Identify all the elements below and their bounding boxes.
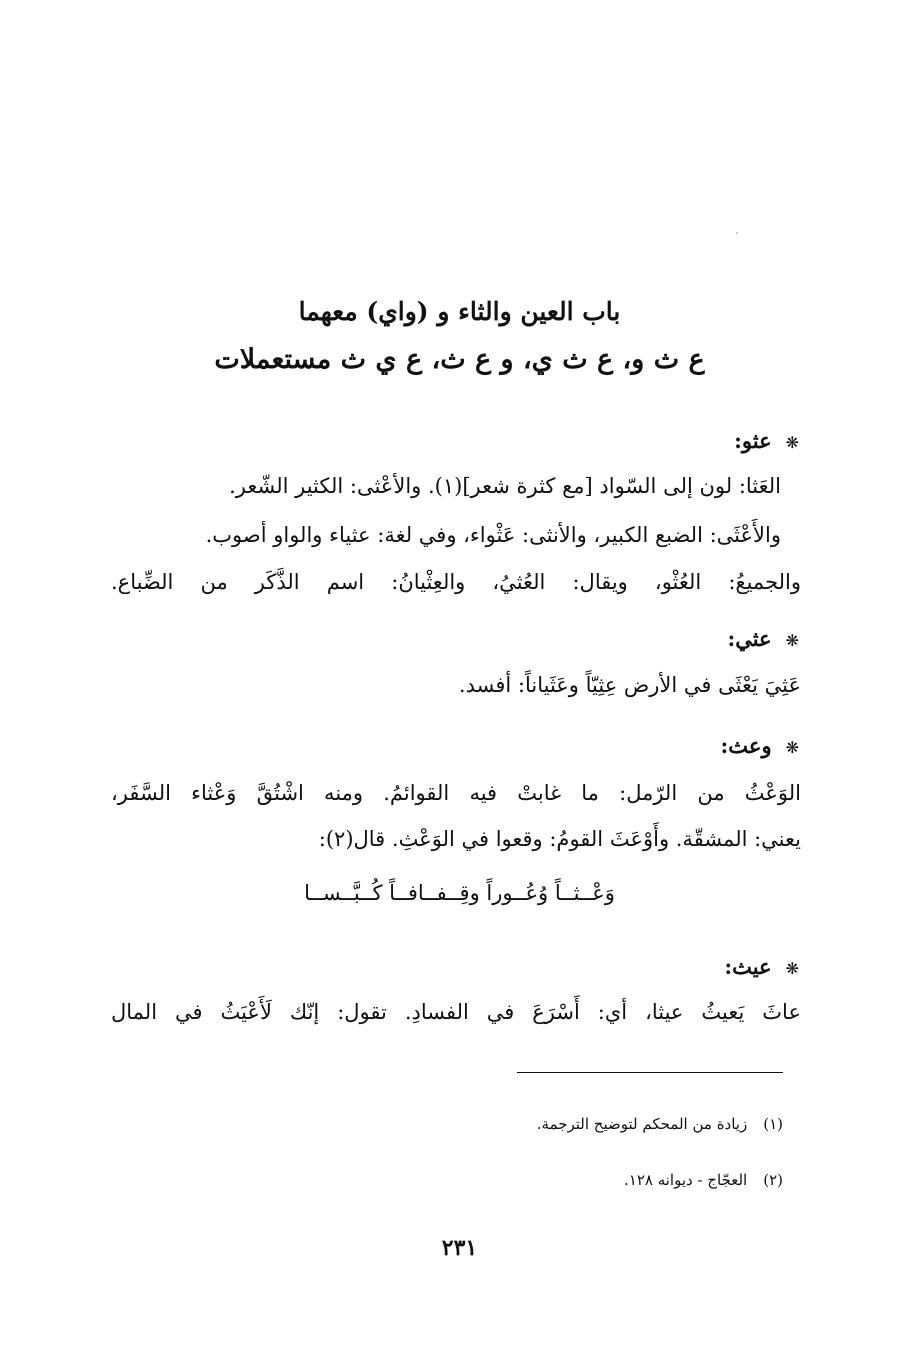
- entry-head-ayth: [724, 950, 799, 986]
- entry-line: والجميعُ: العُثْو، ويقال: العُثيُ، والعِثْيانُ: اسم الذَّكَر من الضِّباع.: [111, 570, 801, 594]
- entry-line: يعني: المشقّة. وأَوْعَثَ القومُ: وقعوا في الوَعْثِ. قال(٢):: [318, 827, 801, 851]
- footnote-number: (٢): [763, 1171, 783, 1189]
- entry-line: عَثِيَ يَعْثَى في الأرض عِثِيّاً وعَثَياناً: أفسد.: [458, 673, 801, 697]
- entry-head-label: عثي:: [727, 626, 772, 651]
- footnote-text: العجّاج - ديوانه ١٢٨.: [623, 1171, 748, 1189]
- chapter-title: باب العين والثاء و (واي) معهما: [298, 297, 621, 326]
- asterism-icon: ❋: [785, 631, 799, 650]
- entry-head-label: وعث:: [720, 733, 772, 758]
- entry-line: الوَعْثُ من الرّمل: ما غابتْ فيه القوائمُ. ومنه اشْتُقَّ وَعْثاء السَّفَر،: [111, 781, 801, 805]
- asterism-icon: ❋: [785, 433, 799, 452]
- footnote-text: زيادة من المحكم لتوضيح الترجمة.: [536, 1115, 748, 1133]
- scan-speck: [736, 232, 738, 234]
- entry-head-label: عثو:: [734, 428, 772, 453]
- entry-line: والأَعْثَى: الضبع الكبير، والأنثى: عَثْواء، وفي لغة: عثياء والواو أصوب.: [205, 523, 781, 547]
- footnote: [624, 1168, 783, 1192]
- entry-line: العَثا: لون إلى السّواد [مع كثرة شعر](١). والأعْثى: الكثير الشّعر.: [229, 474, 781, 498]
- entry-head-athw: [734, 424, 799, 460]
- footnote-separator: [517, 1072, 783, 1073]
- entry-line: عاثَ يَعيثُ عيثا، أي: أَسْرَعَ في الفسادِ. تقول: إنّك لَأَعْيَثُ في المال: [111, 1000, 801, 1024]
- poetry-verse: وَعْــثــاً وُعُــوراً وقِــفــافــاً كُــبَّــســا: [304, 881, 615, 905]
- chapter-subtitle: ع ث و، ع ث ي، و ع ث، ع ي ث مستعملات: [214, 344, 705, 375]
- asterism-icon: ❋: [785, 959, 799, 978]
- entry-head-label: عيث:: [724, 954, 772, 979]
- entry-head-athy: [727, 622, 799, 658]
- asterism-icon: ❋: [785, 738, 799, 757]
- footnote-number: (١): [763, 1115, 783, 1133]
- footnote: [537, 1112, 783, 1136]
- page-number: ٢٣١: [441, 1235, 478, 1261]
- entry-head-wath: [721, 729, 799, 765]
